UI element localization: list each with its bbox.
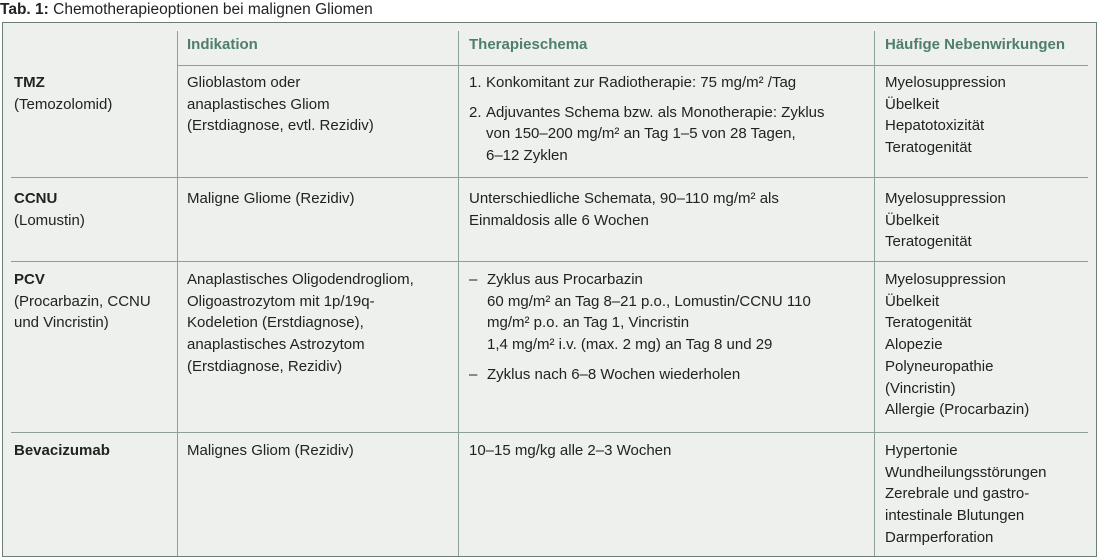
table-caption xyxy=(0,0,373,22)
row-bevacizumab-schema: 10–15 mg/kg alle 2–3 Wochen xyxy=(469,442,672,459)
drug-name: TMZ xyxy=(14,74,45,91)
row-divider xyxy=(11,261,1088,262)
header-therapieschema: Therapieschema xyxy=(469,36,588,53)
header-divider xyxy=(177,65,1088,66)
header-indikation: Indikation xyxy=(187,36,258,53)
row-tmz-drug xyxy=(14,72,174,115)
schema-item: 2. Adjuvantes Schema bzw. als Monotherapie: Zyklus von 150–200 mg/m² an Tag 1–5 von 28 Tagen, 6–12 Zyklen xyxy=(469,103,825,165)
row-ccnu-nebenwirkungen: Myelosuppression Übelkeit Teratogenität xyxy=(885,190,1006,251)
row-tmz-nebenwirkungen: Myelosuppression Übelkeit Hepatotoxizität Teratogenität xyxy=(885,74,1006,157)
chemotherapy-table xyxy=(2,22,1097,557)
row-tmz-schema xyxy=(469,72,871,167)
row-bevacizumab-drug xyxy=(14,440,174,462)
row-pcv-nebenwirkungen: Myelosuppression Übelkeit Teratogenität Alopezie Polyneuropathie (Vincristin) Allergie (Procarbazin) xyxy=(885,271,1030,419)
drug-generic: (Procarbazin, CCNU xyxy=(14,292,151,310)
row-divider xyxy=(11,177,1088,178)
row-tmz-indikation: Glioblastom oder anaplastisches Gliom (Erstdiagnose, evtl. Rezidiv) xyxy=(187,74,374,135)
header-nebenwirkungen: Häufige Nebenwirkungen xyxy=(885,36,1066,53)
row-pcv-schema xyxy=(469,269,871,386)
row-pcv-indikation: Anaplastisches Oligodendrogliom, Oligoastrozytom mit 1p/19q- Kodeletion (Erstdiagnose), anaplastisches Astrozytom (Erstdiagnose, Rezidiv) xyxy=(187,271,414,375)
column-divider xyxy=(874,31,875,556)
caption-label: Tab. 1: xyxy=(0,1,49,18)
drug-name: Bevacizumab xyxy=(14,442,110,459)
schema-item: 1. Konkomitant zur Radiotherapie: 75 mg/m² /Tag xyxy=(469,74,797,91)
drug-generic: (Temozolomid) xyxy=(14,95,113,113)
row-ccnu-drug xyxy=(14,188,174,231)
drug-name: CCNU xyxy=(14,190,58,207)
row-bevacizumab-nebenwirkungen: Hypertonie Wundheilungsstörungen Zerebrale und gastro- intestinale Blutungen Darmperforation xyxy=(885,442,1047,546)
row-divider xyxy=(11,432,1088,433)
schema-item: – Zyklus aus Procarbazin 60 mg/m² an Tag 8–21 p.o., Lomustin/CCNU 110 mg/m² p.o. an Tag 1, Vincristin 1,4 mg/m² i.v. (max. 2 mg) an Tag 8 und 29 xyxy=(469,271,811,354)
drug-generic: (Lomustin) xyxy=(14,211,85,229)
row-bevacizumab-indikation: Malignes Gliom (Rezidiv) xyxy=(187,442,354,459)
column-divider xyxy=(177,31,178,556)
row-pcv-drug xyxy=(14,269,174,334)
row-ccnu-indikation: Maligne Gliome (Rezidiv) xyxy=(187,190,355,207)
schema-item: – Zyklus nach 6–8 Wochen wiederholen xyxy=(469,365,741,383)
drug-generic: und Vincristin) xyxy=(14,314,109,332)
caption-text: Chemotherapieoptionen bei malignen Gliomen xyxy=(53,1,373,18)
column-divider xyxy=(458,31,459,556)
row-ccnu-schema: Unterschiedliche Schemata, 90–110 mg/m² als Einmaldosis alle 6 Wochen xyxy=(469,190,779,229)
drug-name: PCV xyxy=(14,271,45,288)
